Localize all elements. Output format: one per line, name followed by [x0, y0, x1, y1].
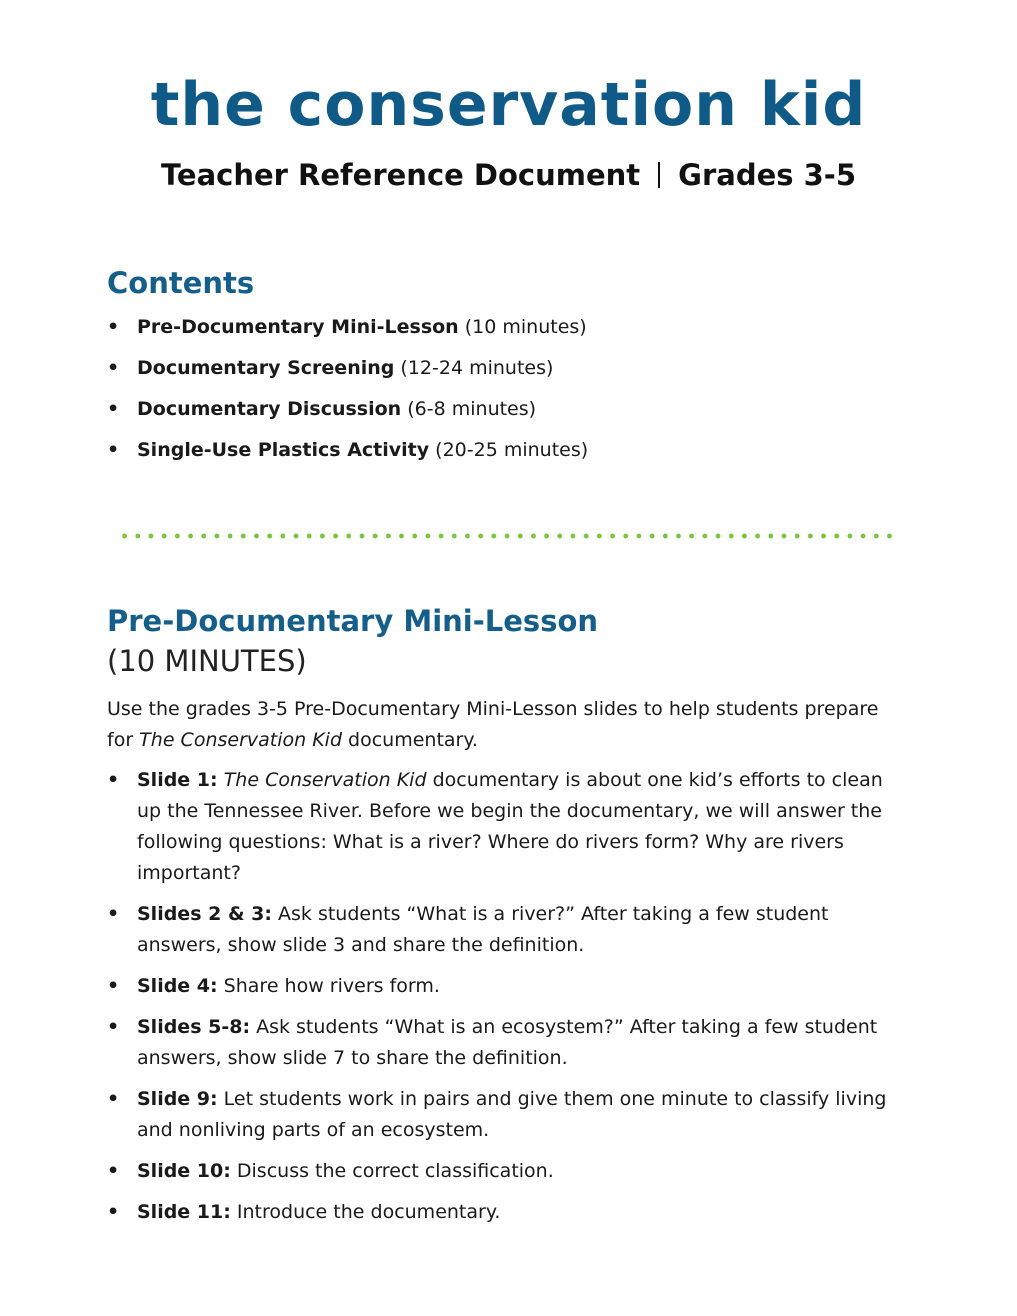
slide-label: Slide 10: [137, 1160, 231, 1182]
contents-heading: Contents [107, 266, 255, 300]
slide-item [107, 899, 897, 961]
bullet-icon: • [107, 1016, 120, 1038]
contents-item-duration: (20-25 minutes) [435, 439, 589, 461]
slide-label: Slide 11: [137, 1201, 231, 1223]
slide-text: Let students work in pairs and give them one minute to classify living and nonliving parts of an ecosystem. [137, 1088, 887, 1141]
bullet-icon: • [107, 357, 120, 379]
document-subtitle [0, 158, 1017, 192]
slide-label: Slide 4: [137, 975, 218, 997]
bullet-icon: • [107, 903, 120, 925]
contents-item [107, 314, 907, 355]
slide-text: Ask students “What is an ecosystem?” After taking a few student answers, show slide 7 to share the definition. [137, 1016, 878, 1069]
slide-text: Introduce the documentary. [230, 1201, 501, 1223]
slide-item [107, 1012, 897, 1074]
intro-title: The Conservation Kid [139, 729, 343, 751]
bullet-icon: • [107, 769, 120, 791]
intro-text: Use the grades 3-5 Pre-Documentary Mini-Lesson slides to help students prepare for [107, 698, 879, 751]
slide-item [107, 971, 897, 1002]
contents-list [107, 314, 907, 478]
section-heading: Pre-Documentary Mini-Lesson [107, 604, 599, 638]
slide-text: Ask students “What is a river?” After taking a few student answers, show slide 3 and share the definition. [137, 903, 829, 956]
bullet-icon: • [107, 439, 120, 461]
contents-item-duration: (12-24 minutes) [400, 357, 554, 379]
slide-item [107, 765, 897, 889]
bullet-icon: • [107, 1088, 120, 1110]
bullet-icon: • [107, 1201, 120, 1223]
slide-text: Share how rivers form. [217, 975, 440, 997]
slide-list [107, 765, 897, 1238]
intro-text-end: documentary. [342, 729, 478, 751]
bullet-icon: • [107, 398, 120, 420]
slide-item [107, 1156, 897, 1187]
logo-title: the conservation kid [150, 70, 867, 140]
grade-level: Grades 3-5 [678, 158, 856, 192]
contents-item-label: Single-Use Plastics Activity [137, 439, 430, 461]
slide-item [107, 1197, 897, 1228]
slide-item [107, 1084, 897, 1146]
dotted-divider [118, 533, 898, 539]
section-duration: (10 MINUTES) [107, 644, 307, 678]
bullet-icon: • [107, 975, 120, 997]
contents-item-label: Pre-Documentary Mini-Lesson [137, 316, 459, 338]
slide-label: Slides 5-8: [137, 1016, 251, 1038]
slide-label: Slide 9: [137, 1088, 218, 1110]
contents-item-label: Documentary Screening [137, 357, 395, 379]
contents-item [107, 355, 907, 396]
document-type: Teacher Reference Document [160, 158, 641, 192]
slide-text: documentary is about one kid’s efforts to clean up the Tennessee River. Before we begin the documentary, we will answer the following questions: What is a river? Where do rivers form? Why are rivers important? [137, 769, 883, 884]
bullet-icon: • [107, 316, 120, 338]
slide-text: Discuss the correct classification. [230, 1160, 554, 1182]
section-intro [107, 694, 897, 756]
contents-item-duration: (10 minutes) [464, 316, 587, 338]
contents-item-label: Documentary Discussion [137, 398, 402, 420]
bullet-icon: • [107, 1160, 120, 1182]
slide-title-italic: The Conservation Kid [223, 769, 427, 791]
contents-item [107, 396, 907, 437]
contents-item [107, 437, 907, 478]
subtitle-separator [658, 162, 660, 188]
contents-item-duration: (6-8 minutes) [407, 398, 537, 420]
slide-label: Slide 1: [137, 769, 218, 791]
slide-label: Slides 2 & 3: [137, 903, 272, 925]
